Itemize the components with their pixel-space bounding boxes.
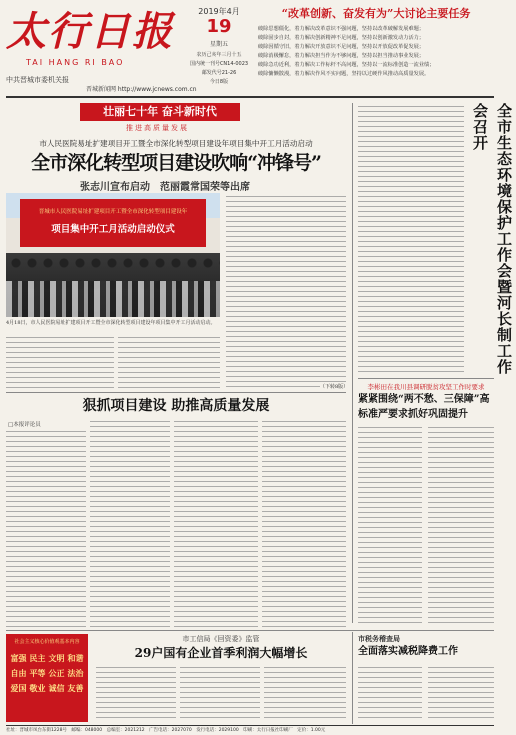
right-story1-headline [468,103,513,375]
header-item: 破除因循守旧，着力解决开放意识不足问题，坚持以开放促改革促发展； [258,44,425,50]
masthead-website[interactable]: 晋城新闻网 http://www.jcnews.com.cn [86,86,197,93]
value-word: 文明 [48,653,65,663]
value-word: 富强 [10,653,27,663]
banner [6,103,346,137]
commentary-text-4 [262,418,346,628]
post-code: 邮发代号21-26 [201,70,237,76]
commentary-byline: □本报评论员 [8,422,41,428]
value-word: 敬业 [29,683,46,693]
header-box-list [258,25,494,79]
crowd-light [6,281,220,317]
value-word: 民主 [29,653,46,663]
photo-caption: 4月18日，市人民医院易址扩建项目开工暨全市深化转型项目建设年项目集中开工月活动启动。 [6,320,216,326]
commentary-headline: 狠抓项目建设 助推高质量发展 [82,398,270,414]
header-box-title: “改革创新、奋发有为”大讨论主要任务 [281,7,471,20]
right-story2-kicker: 李彬田在我川县调研脱贫攻坚工作时要求 [367,383,485,391]
lead-text-col2 [118,334,220,390]
footer-rule [6,725,494,726]
date-column [188,6,250,94]
column-divider [352,632,353,724]
weekday: 星期五 [209,41,228,48]
masthead-sub: 中共晋城市委机关报 [6,76,69,84]
right-story2-text-2 [428,424,494,624]
values-ad [6,634,88,722]
value-word: 自由 [10,668,27,678]
page-count: 今日8版 [209,79,229,85]
stage-backdrop [20,199,206,247]
value-word: 公正 [48,668,65,678]
issn: 国内统一刊号CN14-0023 [189,61,249,67]
lead-headline: 全市深化转型项目建设吹响“冲锋号” [31,152,321,174]
stage-title: 晋城市人民医院易址扩建项目开工暨全市深化转型项目建设年 [38,209,188,215]
values-ad-title: 社会主义核心价值观基本内容 [14,639,80,645]
masthead-title: 太行日报 [6,8,174,55]
header-item: 破除思想僵化，着力解决改革意识不强问题，坚持以改革破解发展难题； [258,26,425,32]
right-story3-text-1 [358,664,422,722]
commentary-text-1 [6,428,86,628]
header-item: 破除慵懒散漫，着力解决作风不实问题，坚持以过硬作风推动高质量发展。 [258,71,430,77]
bottom-kicker: 市工信局《回资委》监管 [182,635,260,643]
banner-sub: 推进高质量发展 [126,124,189,132]
header-item: 破除急功近利，着力解决工作标杆不高问题，坚持以一流标准创造一流业绩； [258,62,435,68]
right-story3-headline: 全面落实减税降费工作 [358,646,458,657]
divider [6,630,494,631]
vertical-headline: 全市生态环境保护工作会暨河长制工作会召开 [471,103,513,375]
right-story3-text-2 [428,664,494,722]
value-word: 法治 [67,668,84,678]
lead-subhead: 张志川宣布启动 范丽霞常国荣等出席 [80,182,250,193]
year-month: 2019年4月 [198,7,240,16]
right-story3-kicker: 市税务稽查局 [358,634,400,643]
bottom-text-1 [96,664,176,722]
value-word: 友善 [67,683,84,693]
value-word: 和谐 [67,653,84,663]
commentary-text-2 [90,418,170,628]
value-word: 诚信 [48,683,65,693]
divider [6,392,346,393]
right-story2-text-1 [358,424,422,624]
commentary-text-3 [174,418,258,628]
lead-photo [6,193,220,317]
masthead-rule [6,96,494,98]
stage-main: 项目集中开工月活动启动仪式 [51,224,175,235]
right-story2-headline: 紧紧围绕“两不愁、三保障”高标准严要求抓好巩固提升 [358,394,490,420]
lead-text-col1 [6,334,114,390]
value-word: 平等 [29,668,46,678]
value-word: 爱国 [10,683,27,693]
banner-main: 壮丽七十年 奋斗新时代 [80,103,240,121]
lead-kicker: 市人民医院易址扩建项目开工暨全市深化转型项目建设年项目集中开工月活动启动 [39,139,313,148]
day: 19 [206,16,232,37]
bottom-headline: 29户国有企业首季利润大幅增长 [134,646,308,660]
continued-link[interactable]: （下转8版） [320,384,349,390]
lunar-date: 农历己亥年三月十五 [196,52,242,58]
header-item: 破除消极懈怠，着力解决担当作为不够问题，坚持以担当推动事业发展； [258,53,425,59]
right-story1-text [358,103,464,375]
bottom-text-2 [180,664,260,722]
divider [358,378,494,379]
lead-text-right [226,193,349,390]
bottom-text-3 [264,664,346,722]
masthead [6,6,176,94]
column-divider [352,103,353,623]
footer: 社址：晋城市凤台东街1228号 邮编：048000 总编室：2021212 广告电话：2027070 发行电话：2029100 印刷：太行日报社印刷厂 定价：1.00元 [6,728,326,733]
masthead-pinyin: TAI HANG RI BAO [26,58,125,67]
header-box [258,6,494,94]
values-grid [9,653,85,694]
header-item: 破除固步自封，着力解决创新精神不足问题，坚持以创新激发动力活力； [258,35,425,41]
